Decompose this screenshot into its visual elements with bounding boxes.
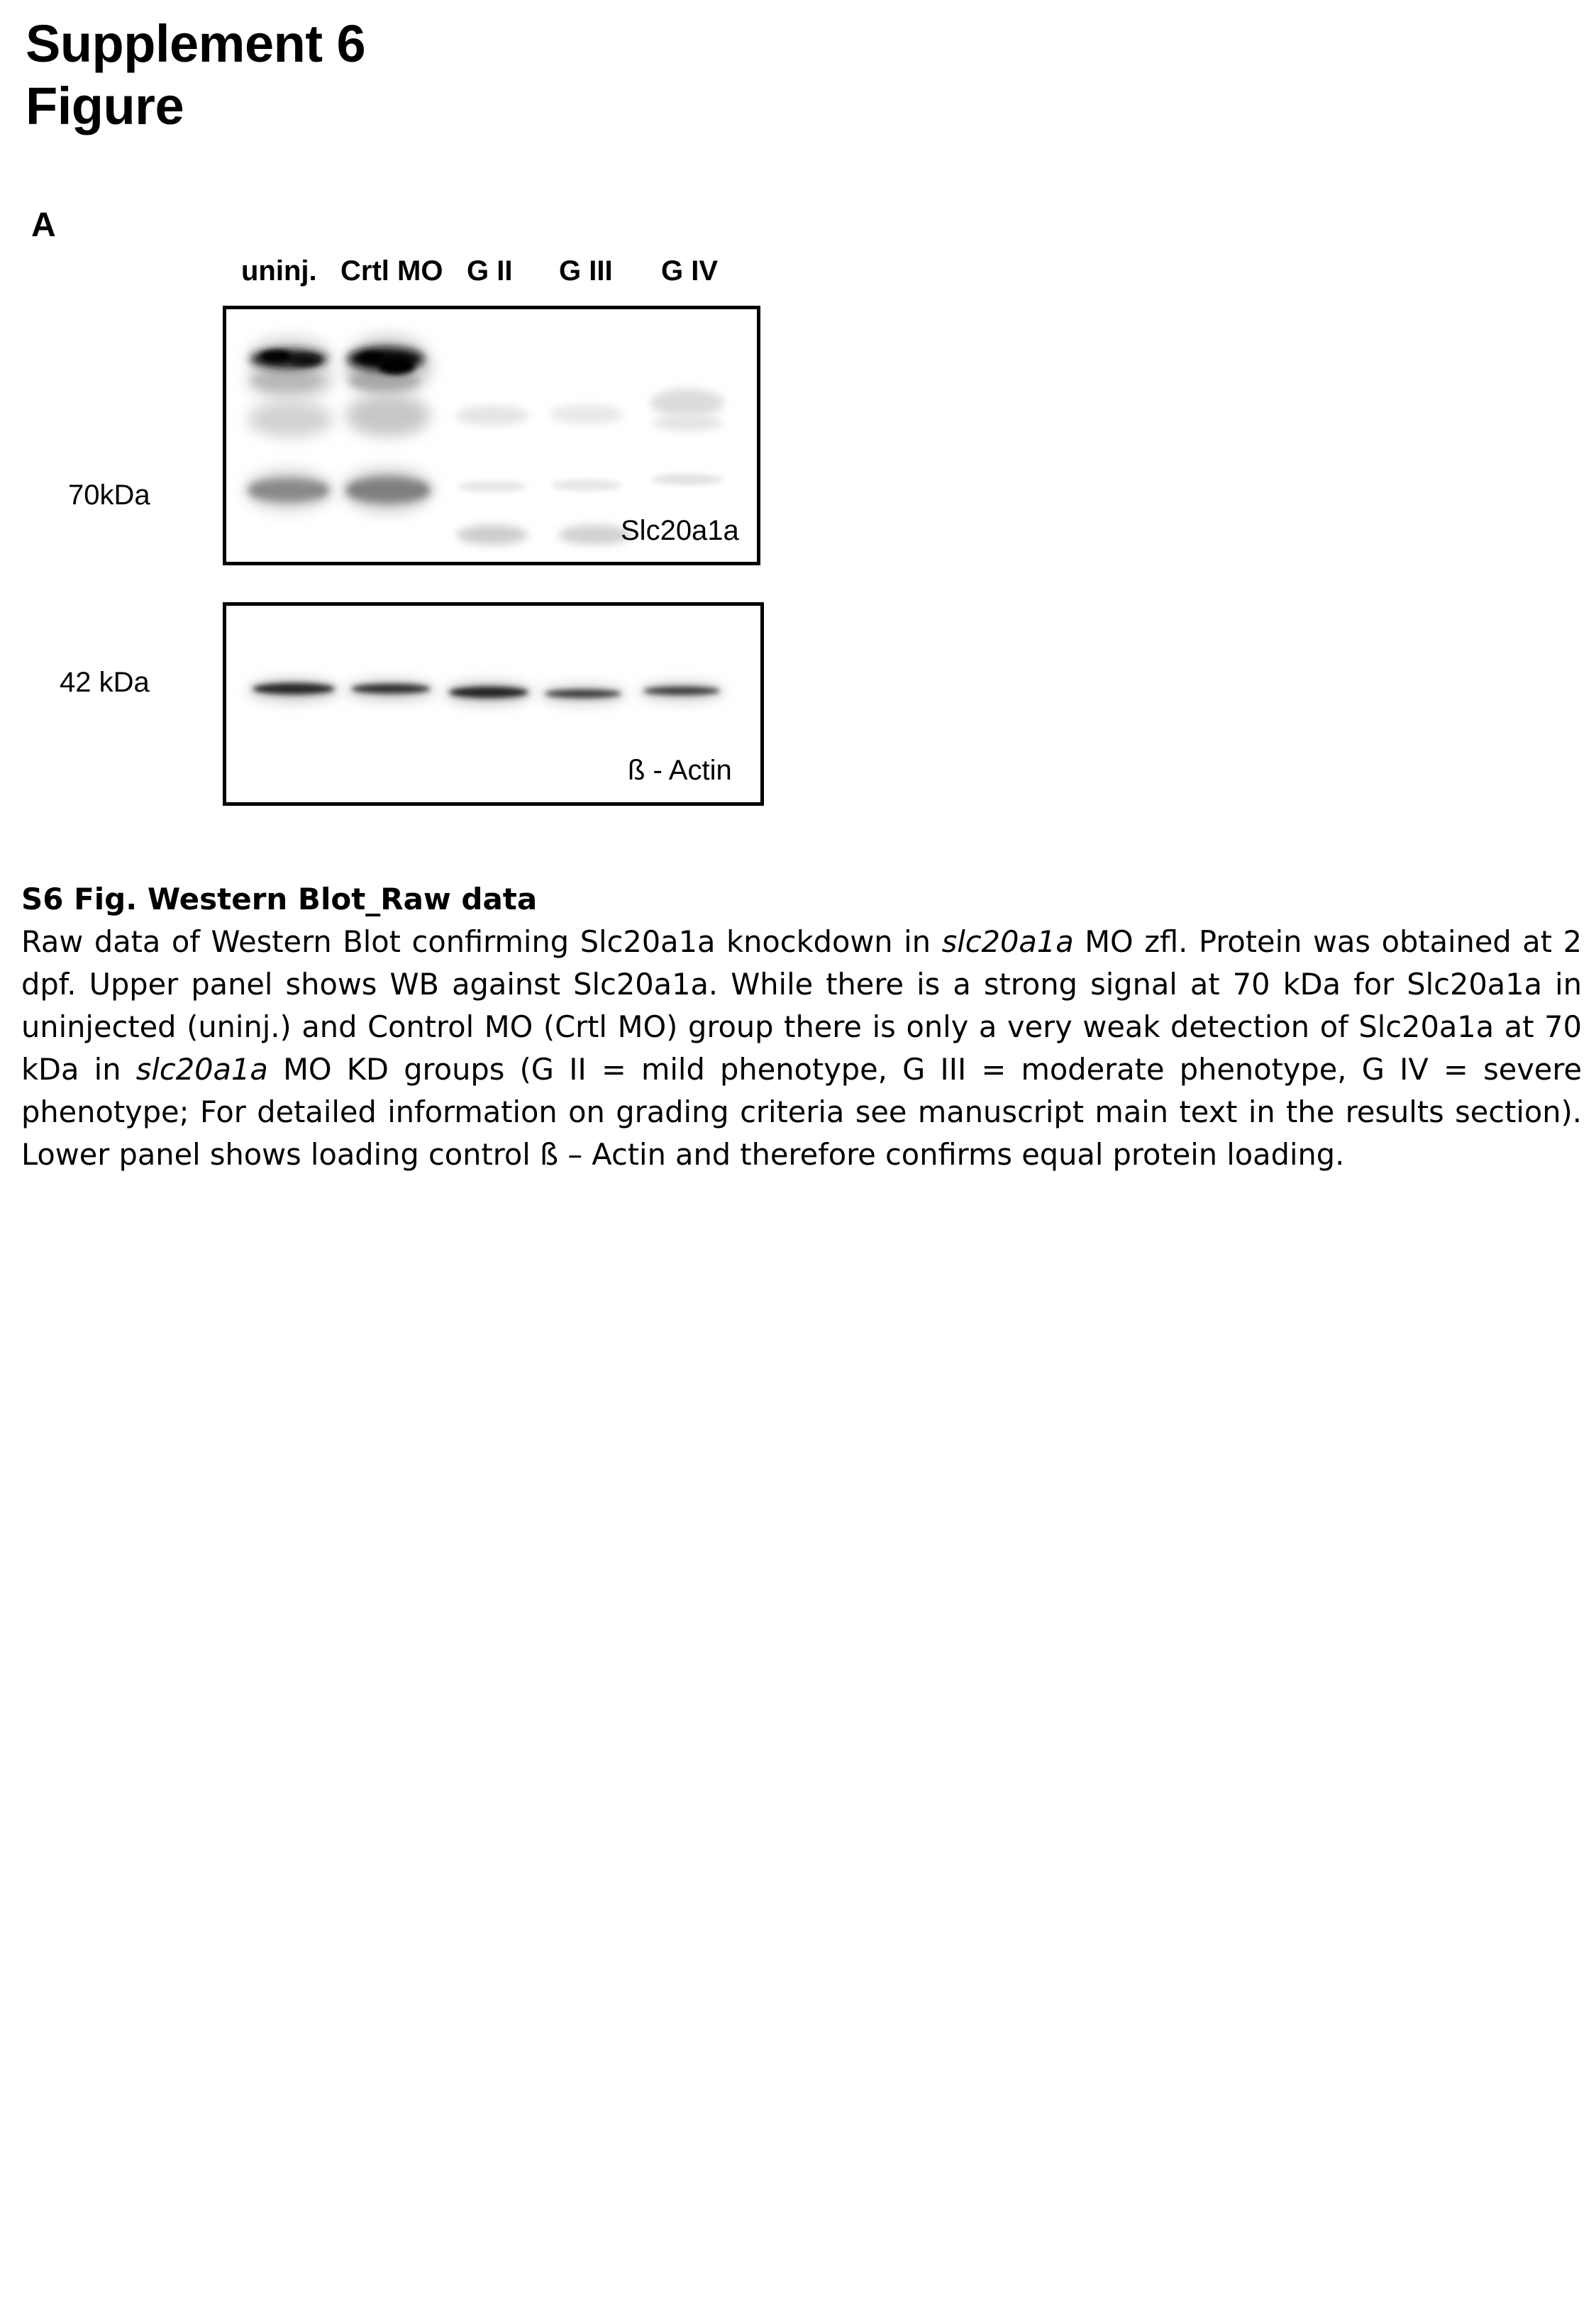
title-line-2: Figure bbox=[26, 77, 184, 135]
upper-blot-target-label: Slc20a1a bbox=[621, 515, 739, 546]
caption-body bbox=[21, 921, 1582, 1176]
lane-label-g-iv: G IV bbox=[661, 255, 719, 287]
page-title bbox=[26, 13, 365, 138]
lower-band-crtl-mo bbox=[347, 680, 435, 701]
caption-gene-1: slc20a1a bbox=[941, 924, 1074, 959]
upper-band-g-ii bbox=[455, 406, 529, 545]
caption-text-3: MO KD groups (G II = mild phenotype, G III = moderate phenotype, G IV = severe phenotype; For detailed information on grading criteria see manuscript main text in the results section). Lower panel shows loading control ß – Actin and therefore confirms equal protein loading. bbox=[21, 1052, 1582, 1172]
caption-gene-2: slc20a1a bbox=[135, 1052, 268, 1087]
panel-letter: A bbox=[31, 206, 56, 244]
lower-marker-label: 42 kDa bbox=[60, 667, 150, 698]
caption-text-1: Raw data of Western Blot confirming Slc20a1a knockdown in bbox=[21, 924, 942, 959]
figure-caption bbox=[21, 878, 1582, 1176]
upper-marker-label: 70kDa bbox=[68, 480, 150, 511]
lane-label-g-ii: G II bbox=[467, 255, 513, 287]
title-line-1: Supplement 6 bbox=[26, 14, 366, 73]
caption-title: S6 Fig. Western Blot_Raw data bbox=[21, 882, 538, 916]
lower-blot-target-label: ß - Actin bbox=[628, 755, 732, 786]
lane-label-g-iii: G III bbox=[559, 255, 613, 287]
lower-band-g-iv bbox=[639, 682, 724, 702]
upper-band-g-iii bbox=[550, 404, 632, 545]
lower-band-uninj bbox=[248, 679, 339, 702]
upper-blot-panel bbox=[223, 306, 760, 565]
lower-band-g-ii bbox=[445, 682, 533, 704]
upper-band-g-iv bbox=[650, 389, 724, 485]
upper-band-uninj bbox=[245, 336, 333, 511]
caption-text-2: MO zfl. Protein was obtained at 2 dpf. Upper panel shows WB against Slc20a1a. While there is a strong signal at 70 kDa for Slc20a1a in uninjected (uninj.) and Control MO (Crtl MO) group there is only a very weak detection of Slc20a1a at 70 kDa in bbox=[21, 924, 1582, 1087]
lower-band-g-iii bbox=[541, 684, 626, 704]
lane-label-crtl-mo: Crtl MO bbox=[340, 255, 443, 287]
upper-band-crtl-mo bbox=[343, 335, 433, 513]
lane-label-uninj: uninj. bbox=[241, 255, 317, 287]
lower-blot-panel bbox=[223, 602, 764, 806]
